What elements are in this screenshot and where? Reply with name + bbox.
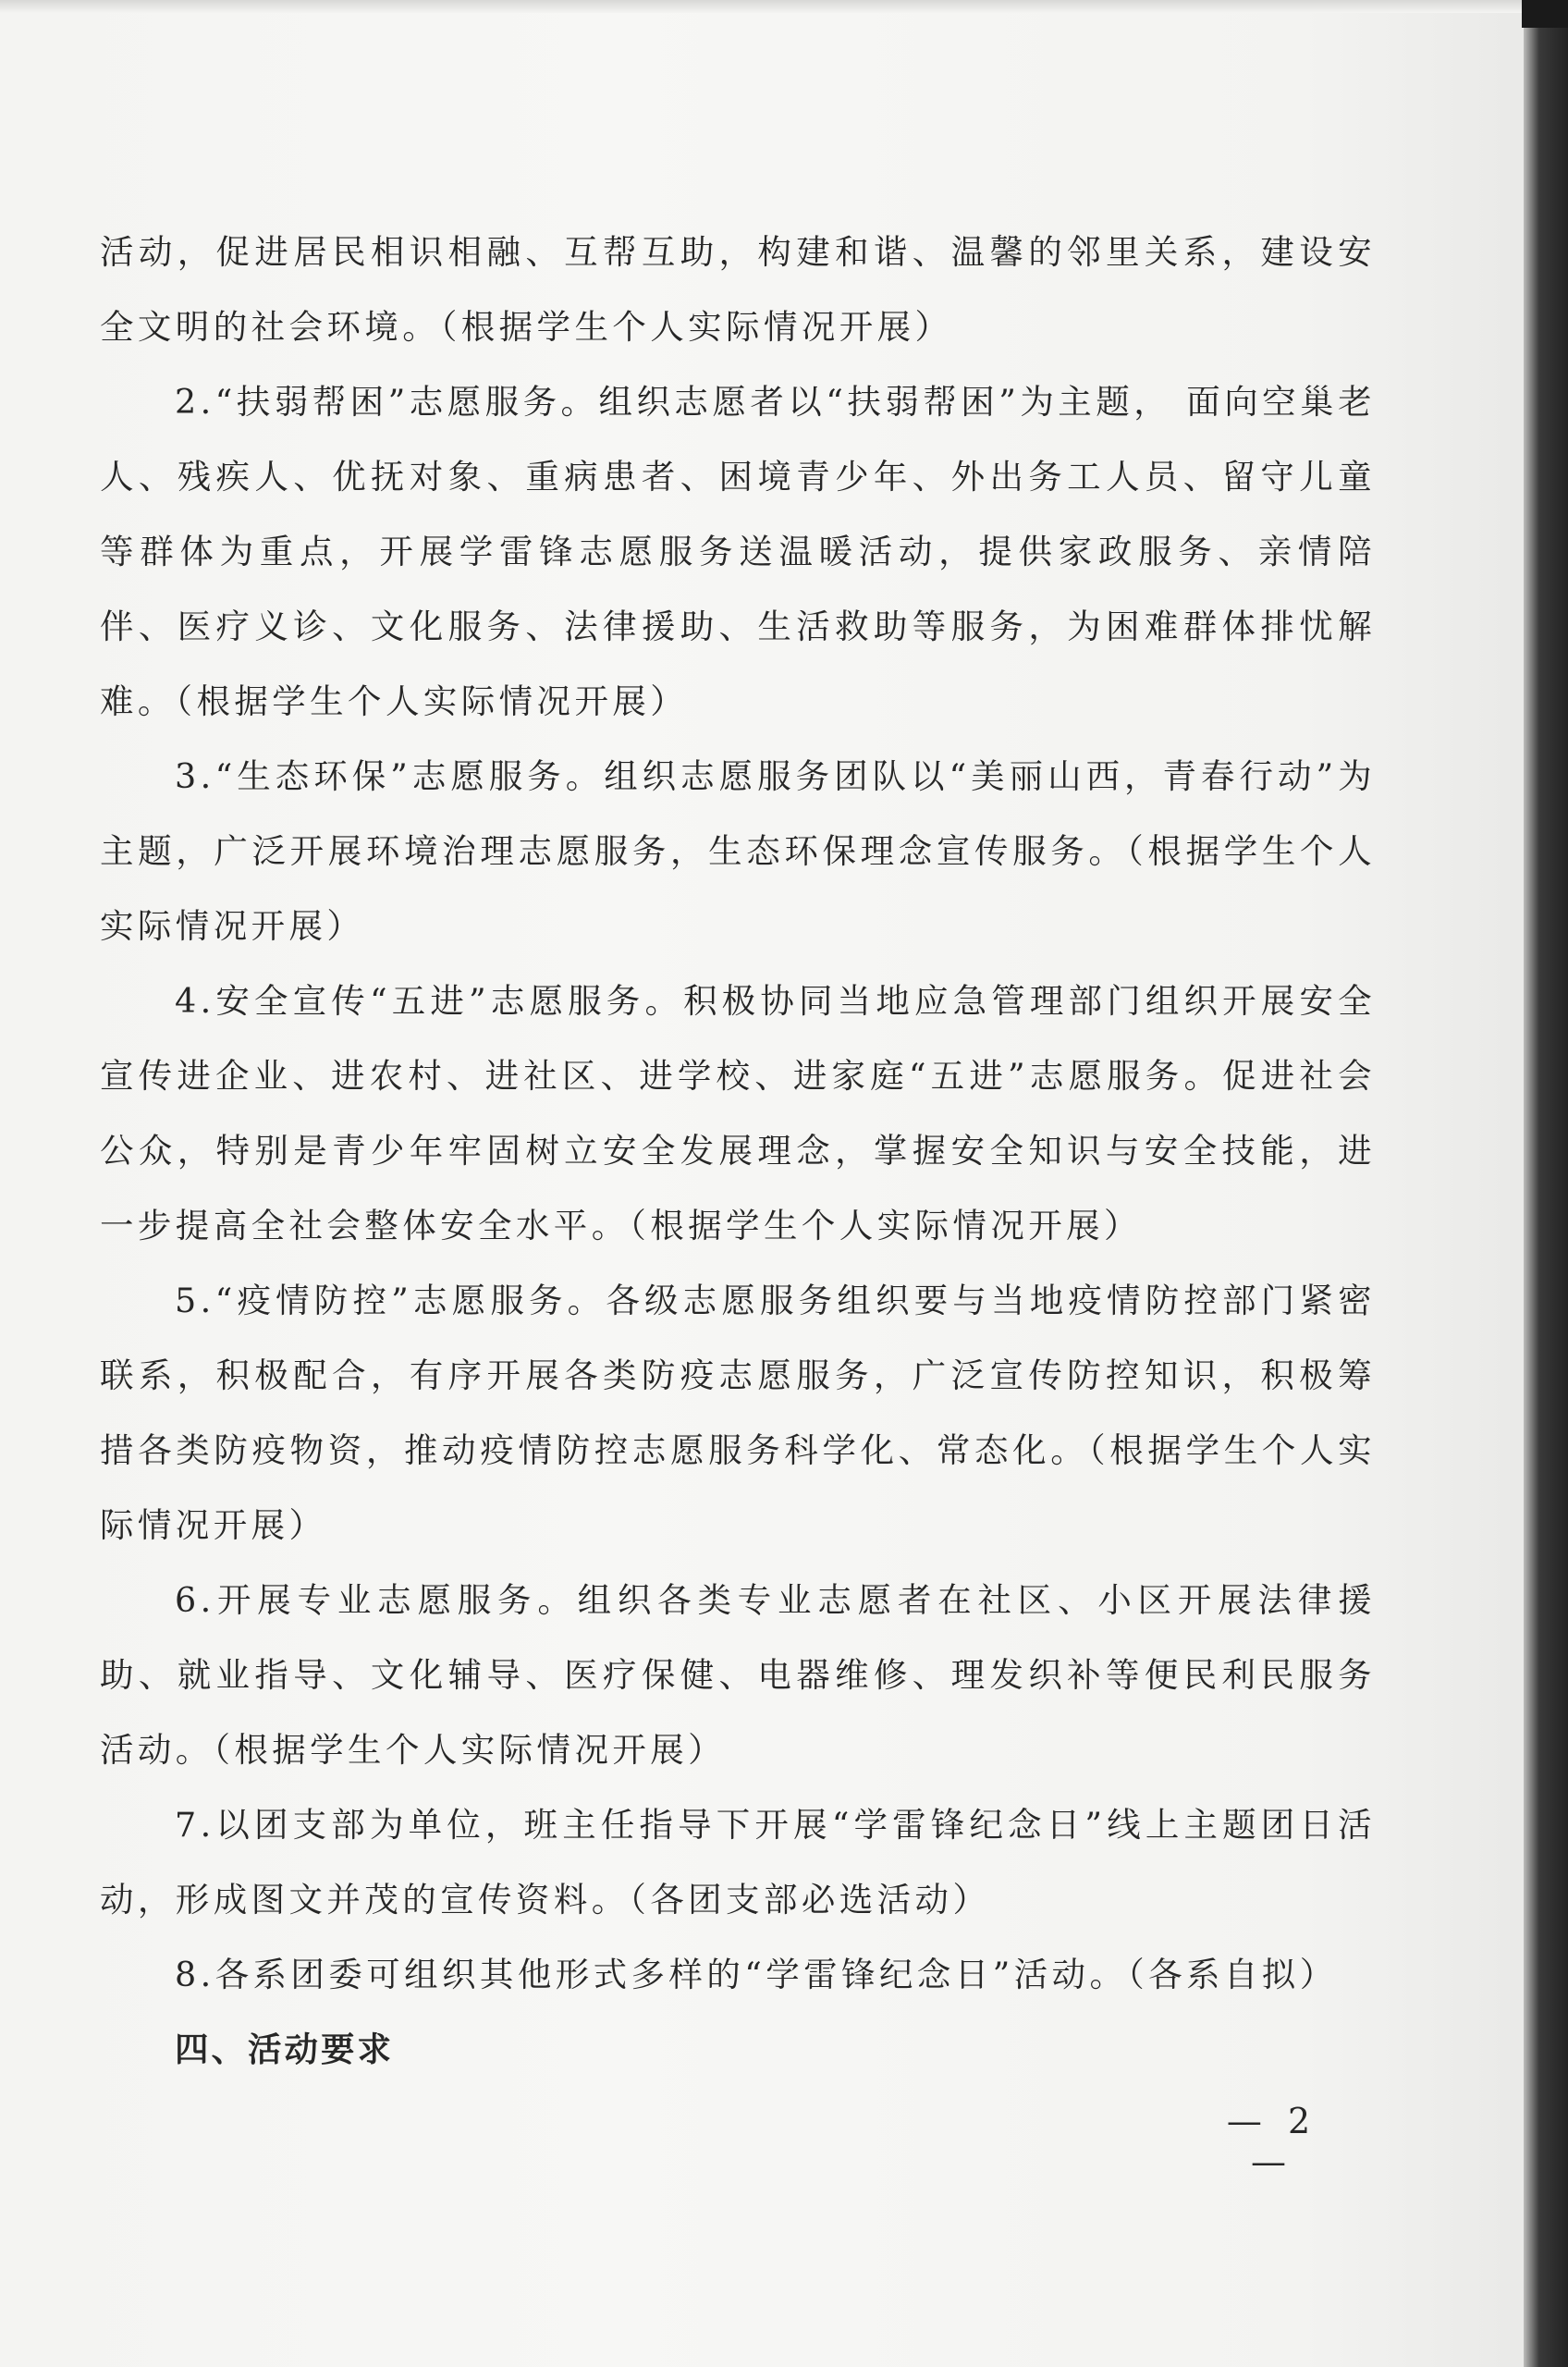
- paragraph-item-2: 2.“扶弱帮困”志愿服务。组织志愿者以“扶弱帮困”为主题， 面向空巢老人、残疾人、优抚对象、重病患者、困境青少年、外出务工人员、留守儿童等群体为重点，开展学雷锋志愿服务送温暖活动，提供家政服务、亲情陪伴、医疗义诊、文化服务、法律援助、生活救助等服务，为困难群体排忧解难。（根据学生个人实际情况开展）: [100, 382, 1376, 721]
- paragraph-item-8: 8.各系团委可组织其他形式多样的“学雷锋纪念日”活动。（各系自拟）: [175, 1955, 1338, 1994]
- paragraph-item-7: 7.以团支部为单位，班主任指导下开展“学雷锋纪念日”线上主题团日活动，形成图文并茂的宣传资料。（各团支部必选活动）: [100, 1805, 1376, 1919]
- page-top-edge: [0, 0, 1535, 13]
- paragraph-item-5: 5.“疫情防控”志愿服务。各级志愿服务组织要与当地疫情防控部门紧密联系，积极配合，有序开展各类防疫志愿服务，广泛宣传防控知识，积极筹措各类防疫物资，推动疫情防控志愿服务科学化、常态化。（根据学生个人实际情况开展）: [100, 1281, 1376, 1545]
- page-edge-shadow: [1524, 0, 1568, 2367]
- document-body: [100, 215, 1376, 2087]
- page-number: — 2 —: [1226, 2101, 1318, 2182]
- section-heading: 四、活动要求: [175, 2030, 394, 2069]
- paragraph-item-3: 3.“生态环保”志愿服务。组织志愿服务团队以“美丽山西，青春行动”为主题，广泛开展环境治理志愿服务，生态环保理念宣传服务。（根据学生个人实际情况开展）: [100, 756, 1376, 946]
- dark-corner: [1522, 0, 1568, 28]
- paragraph-continuation: 活动，促进居民相识相融、互帮互助，构建和谐、温馨的邻里关系，建设安全文明的社会环境。（根据学生个人实际情况开展）: [100, 232, 1376, 347]
- paragraph-item-6: 6.开展专业志愿服务。组织各类专业志愿者在社区、小区开展法律援助、就业指导、文化辅导、医疗保健、电器维修、理发织补等便民利民服务活动。（根据学生个人实际情况开展）: [100, 1580, 1376, 1770]
- paragraph-item-4: 4.安全宣传“五进”志愿服务。积极协同当地应急管理部门组织开展安全宣传进企业、进农村、进社区、进学校、进家庭“五进”志愿服务。促进社会公众，特别是青少年牢固树立安全发展理念，掌握安全知识与安全技能，进一步提高全社会整体安全水平。（根据学生个人实际情况开展）: [100, 981, 1376, 1245]
